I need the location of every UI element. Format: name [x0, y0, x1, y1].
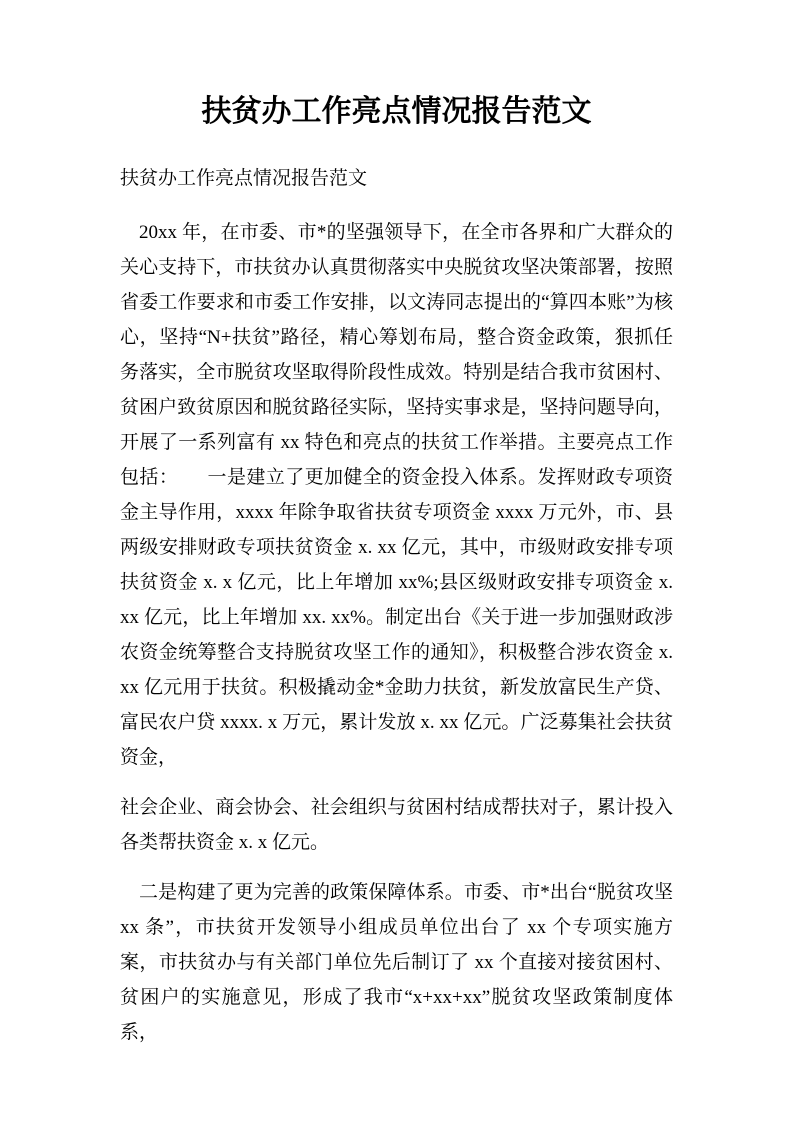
- document-subtitle: 扶贫办工作亮点情况报告范文: [120, 168, 368, 189]
- paragraph-policy-system: 二是构建了更为完善的政策保障体系。市委、市*出台“脱贫攻坚 xx 条”，市扶贫开发领导小组成员单位出台了 xx 个专项实施方案，市扶贫办与有关部门单位先后制订了 xx 个直接对接贫困村、贫困户的实施意见，形成了我市“x+xx+xx”脱贫攻坚政策制度体系，: [120, 882, 673, 1043]
- paragraph-overview: 20xx 年，在市委、市*的坚强领导下，在全市各界和广大群众的关心支持下，市扶贫办认真贯彻落实中央脱贫攻坚决策部署，按照省委工作要求和市委工作安排，以文涛同志提出的“算四本账”为核心，坚持“N+扶贫”路径，精心筹划布局，整合资金政策，狠抓任务落实，全市脱贫攻坚取得阶段性成效。特别是结合我市贫困村、贫困户致贫原因和脱贫路径实际，坚持实事求是，坚持问题导向，开展了一系列富有 xx 特色和亮点的扶贫工作举措。主要亮点工作包括： 一是建立了更加健全的资金投入体系。发挥财政专项资金主导作用，xxxx 年除争取省扶贫专项资金 xxxx 万元外，市、县两级安排财政专项扶贫资金 x. xx 亿元，其中，市级财政安排专项扶贫资金 x. x 亿元，比上年增加 xx%;县区级财政安排专项资金 x. xx 亿元，比上年增加 xx. xx%。制定出台《关于进一步加强财政涉农资金统筹整合支持脱贫攻坚工作的通知》，积极整合涉农资金 x. xx 亿元用于扶贫。积极撬动金*金助力扶贫，新发放富民生产贷、富民农户贷 xxxx. x 万元，累计发放 x. xx 亿元。广泛募集社会扶贫资金，: [120, 222, 673, 768]
- document-title: 扶贫办工作亮点情况报告范文: [201, 95, 592, 128]
- paragraph-social-support: 社会企业、商会协会、社会组织与贫困村结成帮扶对子，累计投入各类帮扶资金 x. x 亿元。: [120, 797, 673, 853]
